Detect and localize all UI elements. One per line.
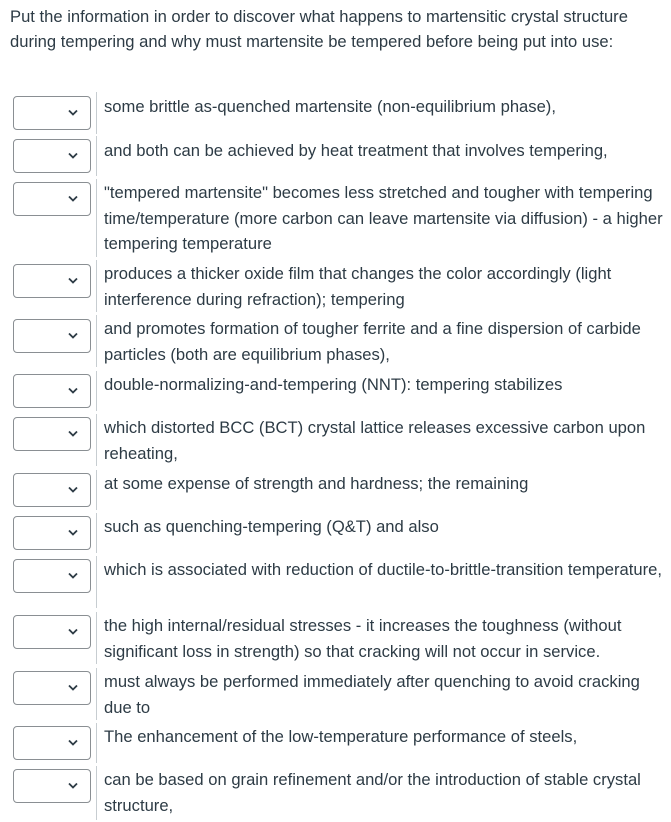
item-text: The enhancement of the low-temperature performance of steels, bbox=[104, 727, 578, 746]
chevron-down-icon bbox=[67, 782, 79, 790]
chevron-down-icon bbox=[67, 739, 79, 747]
chevron-down-icon bbox=[67, 684, 79, 692]
order-select[interactable] bbox=[13, 615, 91, 649]
item-text: such as quenching-tempering (Q&T) and also bbox=[104, 517, 439, 536]
order-select[interactable] bbox=[13, 473, 91, 507]
chevron-down-icon bbox=[67, 486, 79, 494]
item-text: which is associated with reduction of ductile-to-brittle-transition temperature, bbox=[104, 560, 662, 579]
chevron-down-icon bbox=[67, 109, 79, 117]
order-select[interactable] bbox=[13, 726, 91, 760]
row-divider bbox=[96, 668, 97, 720]
chevron-down-icon bbox=[67, 572, 79, 580]
item-text: and both can be achieved by heat treatment that involves tempering, bbox=[104, 141, 608, 160]
chevron-down-icon bbox=[67, 152, 79, 160]
row-divider bbox=[96, 371, 97, 411]
chevron-down-icon bbox=[67, 195, 79, 203]
row-divider bbox=[96, 513, 97, 553]
item-text: "tempered martensite" becomes less stretched and tougher with tempering time/temperature (more carbon can leave martensite via diffusion) - a higher tempering temperature bbox=[104, 183, 663, 253]
item-text: double-normalizing-and-tempering (NNT): tempering stabilizes bbox=[104, 375, 563, 394]
item-text: can be based on grain refinement and/or the introduction of stable crystal structure, bbox=[104, 770, 641, 815]
item-text: the high internal/residual stresses - it increases the toughness (without significant loss in strength) so that cracking will not occur in service. bbox=[104, 616, 622, 661]
row-divider bbox=[96, 136, 97, 176]
order-select[interactable] bbox=[13, 182, 91, 216]
item-text: at some expense of strength and hardness; the remaining bbox=[104, 474, 529, 493]
row-divider bbox=[96, 315, 97, 367]
order-select[interactable] bbox=[13, 417, 91, 451]
item-text: which distorted BCC (BCT) crystal lattice releases excessive carbon upon reheating, bbox=[104, 418, 646, 463]
question-prompt: Put the information in order to discover what happens to martensitic crystal structure during tempering and why must martensite be tempered before being put into use: bbox=[10, 7, 628, 51]
chevron-down-icon bbox=[67, 387, 79, 395]
item-text: some brittle as-quenched martensite (non-equilibrium phase), bbox=[104, 97, 556, 116]
row-divider bbox=[96, 92, 97, 134]
order-select[interactable] bbox=[13, 139, 91, 173]
order-select[interactable] bbox=[13, 96, 91, 130]
order-select[interactable] bbox=[13, 374, 91, 408]
order-select[interactable] bbox=[13, 264, 91, 298]
chevron-down-icon bbox=[67, 430, 79, 438]
item-text: produces a thicker oxide film that changes the color accordingly (light interference during refraction); tempering bbox=[104, 264, 612, 309]
item-text: and promotes formation of tougher ferrite and a fine dispersion of carbide particles (both are equilibrium phases), bbox=[104, 319, 641, 364]
order-select[interactable] bbox=[13, 559, 91, 593]
row-divider bbox=[96, 723, 97, 763]
row-divider bbox=[96, 766, 97, 820]
row-divider bbox=[96, 556, 97, 608]
chevron-down-icon bbox=[67, 277, 79, 285]
order-select[interactable] bbox=[13, 769, 91, 803]
row-divider bbox=[96, 414, 97, 466]
row-divider bbox=[96, 179, 97, 257]
item-text: must always be performed immediately after quenching to avoid cracking due to bbox=[104, 672, 640, 717]
row-divider bbox=[96, 612, 97, 664]
order-select[interactable] bbox=[13, 319, 91, 353]
order-select[interactable] bbox=[13, 516, 91, 550]
order-select[interactable] bbox=[13, 671, 91, 705]
chevron-down-icon bbox=[67, 529, 79, 537]
row-divider bbox=[96, 470, 97, 510]
row-divider bbox=[96, 260, 97, 312]
chevron-down-icon bbox=[67, 628, 79, 636]
chevron-down-icon bbox=[67, 332, 79, 340]
